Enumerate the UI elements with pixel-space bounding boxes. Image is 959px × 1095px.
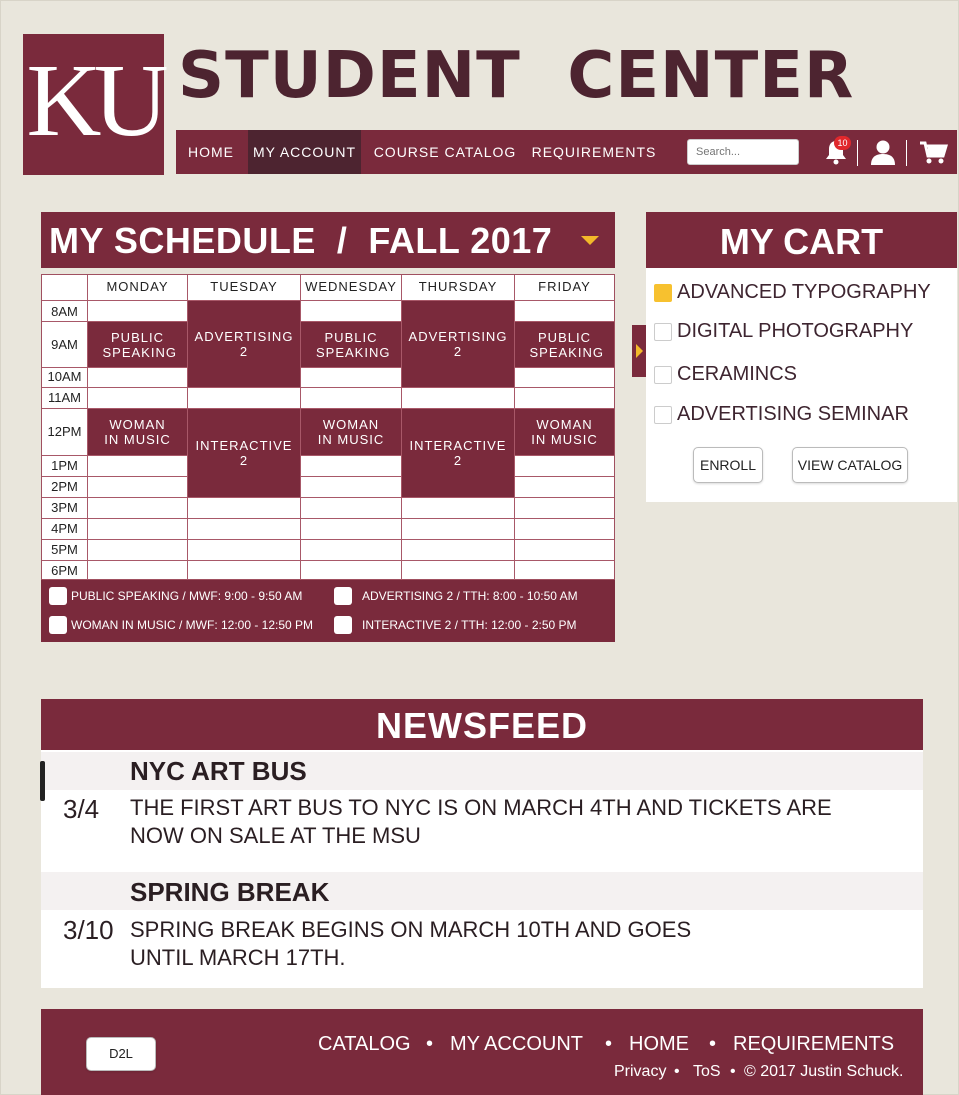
class-block-woman-in-music[interactable]: [88, 409, 187, 455]
day-header-monday: MONDAY: [106, 279, 169, 294]
grid-line: [42, 497, 614, 498]
cart-panel: [646, 268, 957, 502]
cart-item-ceramics[interactable]: [654, 363, 797, 386]
cart-item-digital-photography[interactable]: [654, 320, 913, 343]
class-block-label: WOMAN IN MUSIC: [104, 417, 171, 447]
class-block-public-speaking[interactable]: [88, 322, 187, 367]
main-nav: [176, 130, 957, 174]
nav-course-catalog[interactable]: COURSE CATALOG: [373, 144, 517, 160]
cart-item-label: CERAMINCS: [677, 363, 798, 385]
enroll-button[interactable]: ENROLL: [693, 447, 763, 483]
legend-checkbox[interactable]: [334, 587, 352, 605]
class-block-label: PUBLIC SPEAKING: [102, 329, 177, 360]
footer-link-requirements[interactable]: REQUIREMENTS: [733, 1033, 895, 1055]
grid-line: [42, 367, 614, 368]
ku-logo[interactable]: [23, 34, 164, 175]
nav-divider: [857, 140, 858, 166]
news-item-text: THE FIRST ART BUS TO NYC IS ON MARCH 4TH AND TICKETS ARE NOW ON SALE AT THE MSU: [130, 795, 832, 848]
site-title: STUDENT CENTER: [178, 39, 855, 113]
grid-line: [42, 518, 614, 519]
footer-link-tos[interactable]: ToS: [693, 1063, 721, 1080]
schedule-grid: [41, 274, 615, 580]
footer-link-home[interactable]: HOME: [629, 1033, 689, 1055]
grid-line: [42, 476, 614, 477]
semester-dropdown-caret[interactable]: [581, 236, 599, 245]
time-label: 5PM: [51, 542, 78, 557]
nav-home[interactable]: HOME: [188, 144, 234, 160]
grid-line: [42, 455, 614, 456]
class-block-woman-in-music[interactable]: [301, 409, 401, 455]
user-icon[interactable]: [868, 138, 898, 166]
cart-title: MY CART: [646, 212, 957, 268]
time-label: 10AM: [47, 369, 82, 384]
time-label: 6PM: [51, 563, 78, 578]
legend-label: INTERACTIVE 2 / TTH: 12:00 - 2:50 PM: [362, 618, 577, 632]
time-label: 1PM: [51, 458, 78, 473]
news-item-date: 3/10: [63, 915, 114, 945]
time-label: 3PM: [51, 500, 78, 515]
newsfeed-panel: [41, 750, 923, 988]
news-item-title[interactable]: NYC ART BUS: [130, 756, 307, 786]
footer: [41, 1009, 923, 1095]
legend-item-woman-in-music: [49, 616, 313, 634]
legend-item-advertising: [334, 587, 578, 605]
day-header-friday: FRIDAY: [538, 279, 591, 294]
class-block-label: ADVERTISING 2: [408, 329, 508, 359]
day-header-thursday: THURSDAY: [418, 279, 498, 294]
cart-checkbox[interactable]: [654, 323, 672, 341]
cart-expand-tab[interactable]: [632, 325, 646, 377]
legend-item-interactive: [334, 616, 577, 634]
cart-item-label: DIGITAL PHOTOGRAPHY: [677, 320, 914, 342]
day-header-wednesday: WEDNESDAY: [305, 279, 397, 294]
class-block-woman-in-music[interactable]: [515, 409, 614, 455]
footer-separator: •: [709, 1033, 717, 1055]
class-block-label: PUBLIC SPEAKING: [529, 329, 604, 360]
nav-requirements[interactable]: REQUIREMENTS: [531, 144, 657, 160]
class-block-public-speaking[interactable]: [301, 322, 401, 367]
schedule-legend: [41, 580, 615, 642]
newsfeed-title: NEWSFEED: [41, 699, 923, 750]
d2l-button[interactable]: D2L: [86, 1037, 156, 1071]
time-label: 4PM: [51, 521, 78, 536]
nav-divider: [906, 140, 907, 166]
notification-badge: 10: [834, 136, 851, 150]
cart-item-label: ADVERTISING SEMINAR: [677, 403, 909, 425]
grid-line: [42, 539, 614, 540]
schedule-header: [41, 212, 615, 268]
time-label: 2PM: [51, 479, 78, 494]
nav-my-account[interactable]: MY ACCOUNT: [248, 130, 361, 174]
footer-separator: •: [605, 1033, 613, 1055]
legend-item-public-speaking: [49, 587, 302, 605]
footer-link-catalog[interactable]: CATALOG: [318, 1033, 411, 1055]
news-item-date: 3/4: [63, 794, 100, 824]
legend-checkbox[interactable]: [49, 616, 67, 634]
footer-link-my-account[interactable]: MY ACCOUNT: [450, 1033, 583, 1055]
class-block-label: ADVERTISING 2: [194, 329, 294, 359]
cart-checkbox[interactable]: [654, 284, 672, 302]
legend-label: PUBLIC SPEAKING / MWF: 9:00 - 9:50 AM: [71, 589, 303, 603]
legend-label: ADVERTISING 2 / TTH: 8:00 - 10:50 AM: [362, 589, 578, 603]
time-label: 11AM: [48, 390, 81, 405]
class-block-label: INTERACTIVE 2: [409, 438, 507, 468]
cart-checkbox[interactable]: [654, 406, 672, 424]
footer-separator: •: [426, 1033, 434, 1055]
search-input[interactable]: [687, 139, 799, 165]
class-block-interactive[interactable]: [402, 409, 514, 497]
footer-separator: •: [674, 1063, 680, 1080]
logo-text: KU: [26, 42, 161, 158]
class-block-label: INTERACTIVE 2: [195, 438, 293, 468]
class-block-advertising[interactable]: [188, 301, 300, 387]
class-block-label: PUBLIC SPEAKING: [316, 329, 391, 360]
cart-item-advanced-typography[interactable]: [654, 281, 931, 304]
legend-checkbox[interactable]: [334, 616, 352, 634]
class-block-label: WOMAN IN MUSIC: [531, 417, 598, 447]
footer-link-privacy[interactable]: Privacy: [614, 1063, 667, 1080]
cart-item-advertising-seminar[interactable]: [654, 403, 909, 426]
time-label: 12PM: [47, 424, 82, 439]
grid-line: [42, 387, 614, 388]
class-block-advertising[interactable]: [402, 301, 514, 387]
legend-checkbox[interactable]: [49, 587, 67, 605]
legend-label: WOMAN IN MUSIC / MWF: 12:00 - 12:50 PM: [71, 618, 314, 632]
time-label: 8AM: [51, 304, 78, 319]
newsfeed-scrollbar[interactable]: [40, 761, 45, 801]
news-item-text: SPRING BREAK BEGINS ON MARCH 10TH AND GOES UNTIL MARCH 17TH.: [130, 917, 692, 970]
class-block-interactive[interactable]: [188, 409, 300, 497]
schedule-title: MY SCHEDULE / FALL 2017: [49, 220, 553, 261]
news-item-title[interactable]: SPRING BREAK: [130, 877, 330, 907]
chevron-right-icon: [636, 344, 643, 358]
cart-icon[interactable]: [918, 138, 948, 166]
class-block-label: WOMAN IN MUSIC: [317, 417, 385, 447]
footer-copyright: © 2017 Justin Schuck.: [744, 1063, 904, 1080]
day-header-tuesday: TUESDAY: [210, 279, 278, 294]
view-catalog-button[interactable]: VIEW CATALOG: [792, 447, 908, 483]
cart-item-label: ADVANCED TYPOGRAPHY: [677, 281, 931, 303]
time-label: 9AM: [51, 337, 78, 352]
cart-checkbox[interactable]: [654, 366, 672, 384]
grid-line: [42, 560, 614, 561]
class-block-public-speaking[interactable]: [515, 322, 614, 367]
footer-separator: •: [730, 1063, 736, 1080]
